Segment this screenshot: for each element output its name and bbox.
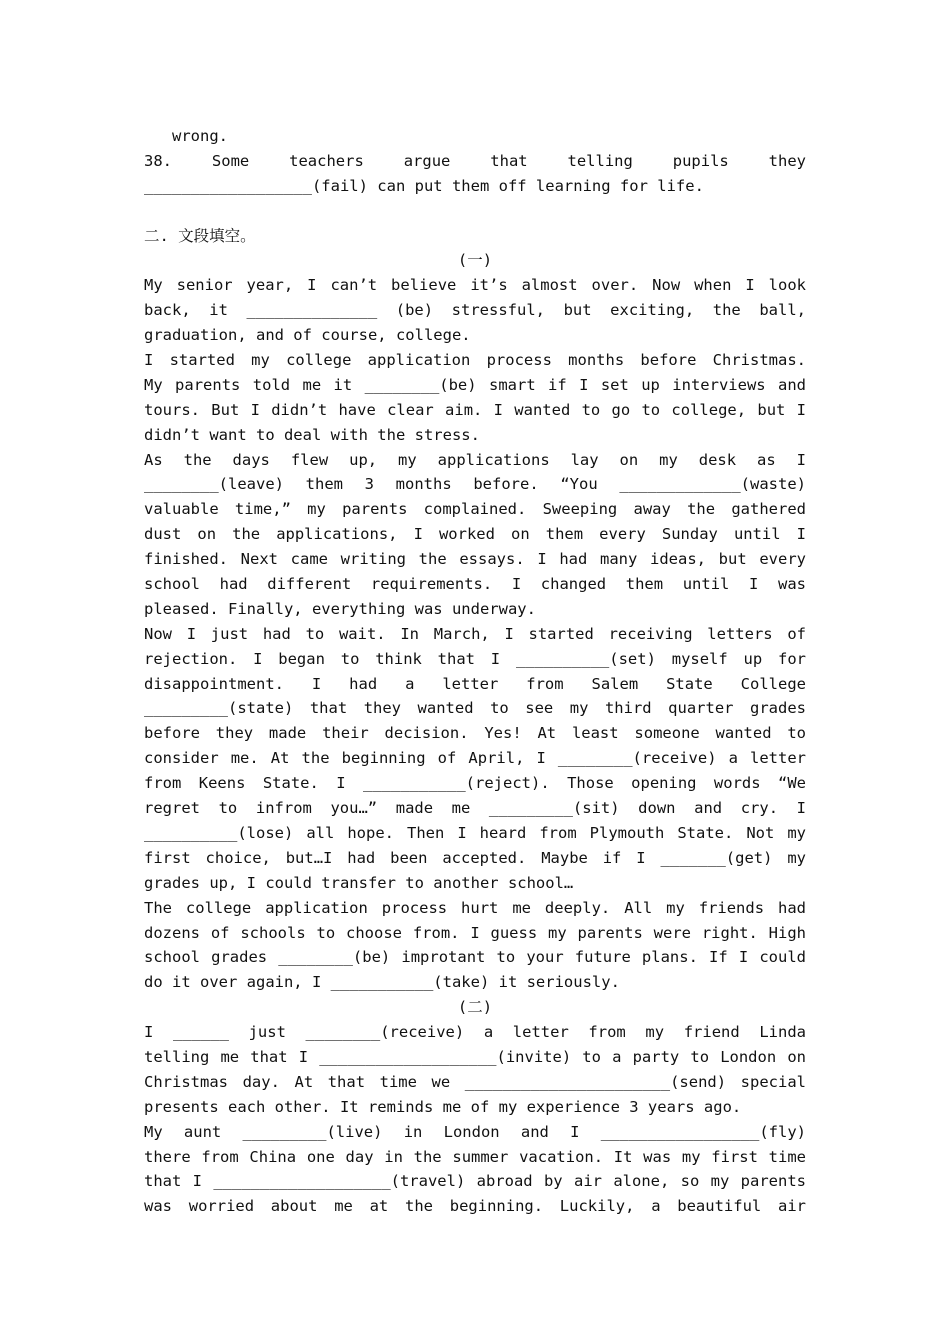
text-line: The college application process hurt me deeply. All my friends had	[144, 898, 806, 917]
text-line: school had different requirements. I changed them until I was	[144, 575, 806, 594]
text-line: disappointment. I had a letter from Salem State College	[144, 674, 806, 693]
question-38-line-1: 38. Some teachers argue that telling pupils they	[144, 151, 806, 170]
text-line: My aunt _________(live) in London and I _________________(fly)	[144, 1122, 806, 1141]
text-line: dozens of schools to choose from. I guess my parents were right. High	[144, 923, 806, 942]
text-line: Now I just had to wait. In March, I started receiving letters of	[144, 624, 806, 643]
text-line: back, it ______________ (be) stressful, but exciting, the ball,	[144, 301, 806, 320]
text-line: __________(lose) all hope. Then I heard from Plymouth State. Not my	[144, 823, 806, 842]
text-line: finished. Next came writing the essays. I had many ideas, but every	[144, 550, 806, 569]
text-line: consider me. At the beginning of April, I ________(receive) a letter	[144, 749, 806, 768]
text-line: school grades ________(be) improtant to your future plans. If I could	[144, 948, 806, 967]
text-line: do it over again, I ___________(take) it seriously.	[144, 973, 620, 992]
text-line: pleased. Finally, everything was underway.	[144, 599, 536, 618]
section-heading: 二. 文段填空。	[144, 226, 256, 245]
text-line: first choice, but…I had been accepted. Maybe if I _______(get) my	[144, 848, 806, 867]
text-line: rejection. I began to think that I __________(set) myself up for	[144, 649, 806, 668]
text-line: from Keens State. I ___________(reject). Those opening words “We	[144, 774, 806, 793]
text-line: dust on the applications, I worked on them every Sunday until I	[144, 525, 806, 544]
text-line: was worried about me at the beginning. Luckily, a beautiful air	[144, 1197, 806, 1216]
text-line: I ______ just ________(receive) a letter from my friend Linda	[144, 1023, 806, 1042]
text-line: As the days flew up, my applications lay on my desk as I	[144, 450, 806, 469]
document-page	[144, 124, 806, 1219]
blank-line	[144, 199, 806, 224]
text-line: graduation, and of course, college.	[144, 326, 471, 345]
text-line: I started my college application process months before Christmas.	[144, 351, 806, 370]
text-line: that I ___________________(travel) abroad by air alone, so my parents	[144, 1172, 806, 1191]
text-line: regret to infrom you…” made me _________(sit) down and cry. I	[144, 799, 806, 818]
text-line: _________(state) that they wanted to see my third quarter grades	[144, 699, 806, 718]
text-line: My parents told me it ________(be) smart if I set up interviews and	[144, 375, 806, 394]
text-line: telling me that I ___________________(invite) to a party to London on	[144, 1047, 806, 1066]
text-line: ________(leave) them 3 months before. “You _____________(waste)	[144, 475, 806, 494]
passage-2-heading: (二)	[457, 998, 493, 1017]
text-line: wrong.	[144, 127, 228, 145]
text-line: My senior year, I can’t believe it’s almost over. Now when I look	[144, 276, 806, 295]
text-line: grades up, I could transfer to another school…	[144, 873, 574, 892]
passage-1-heading: (一)	[457, 251, 493, 270]
text-line: there from China one day in the summer vacation. It was my first time	[144, 1147, 806, 1166]
text-line: didn’t want to deal with the stress.	[144, 425, 480, 444]
question-38-line-2: __________________(fail) can put them off learning for life.	[144, 176, 704, 195]
text-line: valuable time,” my parents complained. Sweeping away the gathered	[144, 500, 806, 519]
text-line: before they made their decision. Yes! At least someone wanted to	[144, 724, 806, 743]
text-line: tours. But I didn’t have clear aim. I wanted to go to college, but I	[144, 400, 806, 419]
text-line: Christmas day. At that time we ______________________(send) special	[144, 1072, 806, 1091]
text-line: presents each other. It reminds me of my experience 3 years ago.	[144, 1097, 742, 1116]
